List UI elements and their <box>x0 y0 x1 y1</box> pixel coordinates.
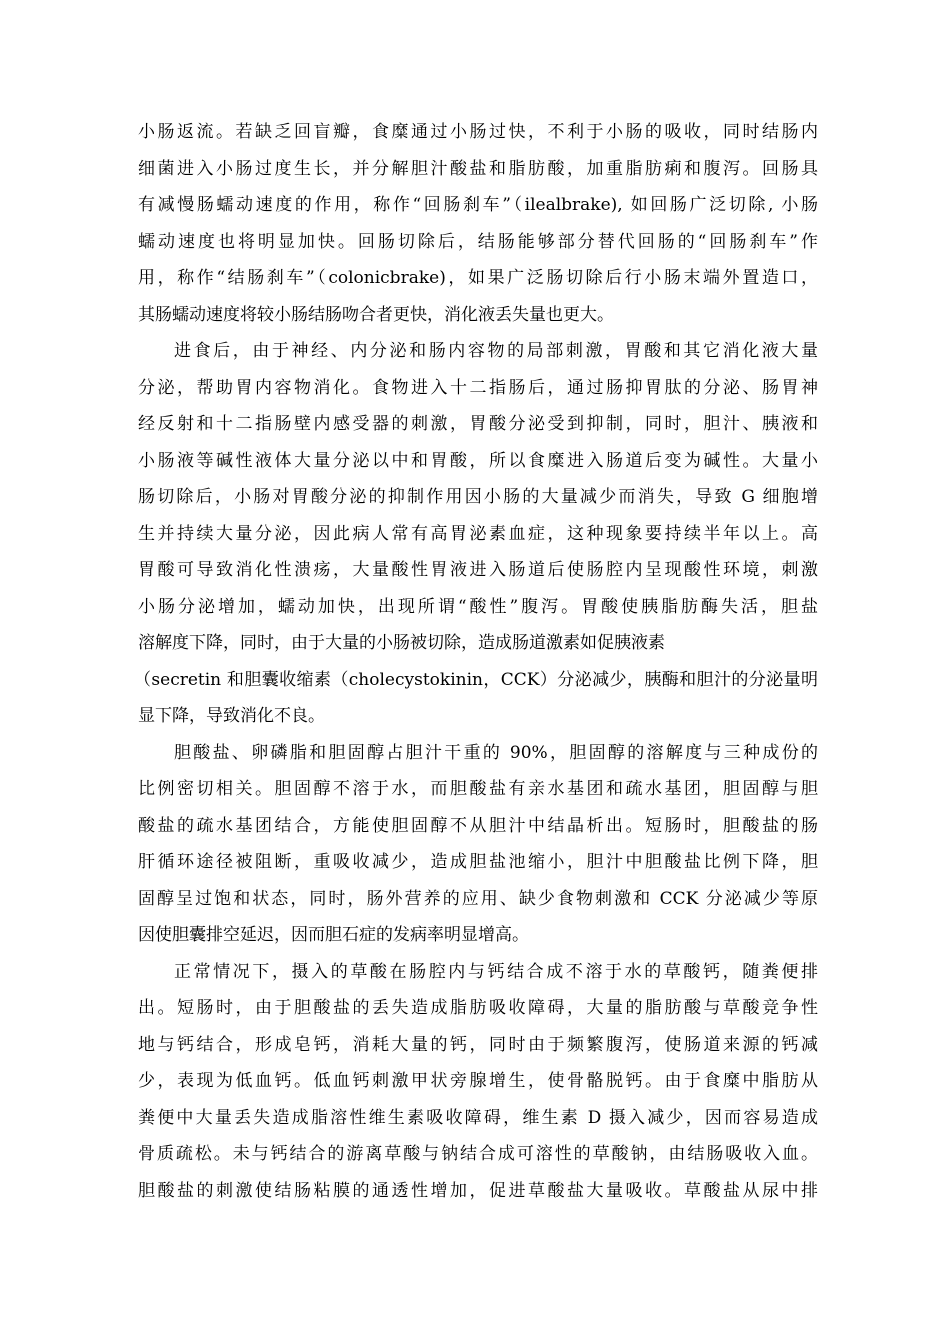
text-line: 溶解度下降，同时，由于大量的小肠被切除，造成肠道激素如促胰液素 <box>138 633 665 653</box>
text-line: 其肠蠕动速度将较小肠结肠吻合者更快，消化液丢失量也更大。 <box>138 304 614 325</box>
text-line: 因使胆囊排空延迟，因而胆石症的发病率明显增高。 <box>138 925 529 945</box>
text-line: （secretin 和胆囊收缩素（cholecystokinin，CCK）分泌减少，胰酶和胆汁的分泌量明 <box>134 669 818 690</box>
text-line: 经反射和十二指肠壁内感受器的刺激，胃酸分泌受到抑制，同时，胆汁、胰液和 <box>138 414 818 434</box>
text-line: 小肠分泌增加，蠕动加快，出现所谓“酸性”腹泻。胃酸使胰脂肪酶失活，胆盐 <box>138 596 818 617</box>
text-line: 用，称作“结肠刹车”（colonicbrake)，如果广泛肠切除后行小肠末端外置造口， <box>138 268 818 288</box>
paragraph-4 <box>138 954 818 1210</box>
text-line: 小肠返流。若缺乏回盲瓣，食糜通过小肠过快，不利于小肠的吸收，同时结肠内 <box>138 122 818 142</box>
paragraph-1 <box>138 114 818 333</box>
text-line: 胆酸盐的刺激使结肠粘膜的通透性增加，促进草酸盐大量吸收。草酸盐从尿中排 <box>138 1180 818 1201</box>
text-line: 固醇呈过饱和状态，同时，肠外营养的应用、缺少食物刺激和 CCK 分泌减少等原 <box>138 888 818 909</box>
text-line: 有减慢肠蠕动速度的作用，称作“回肠刹车”（ilealbrake), 如回肠广泛切除, 小肠 <box>138 195 818 215</box>
text-line: 肠切除后，小肠对胃酸分泌的抑制作用因小肠的大量减少而消失，导致 G 细胞增 <box>138 487 818 507</box>
text-line: 胃酸可导致消化性溃疡，大量酸性胃液进入肠道后使肠腔内呈现酸性环境，刺激 <box>138 560 818 580</box>
text-line: 进食后，由于神经、内分泌和肠内容物的局部刺激，胃酸和其它消化液大量 <box>174 341 818 361</box>
text-line: 粪便中大量丢失造成脂溶性维生素吸收障碍，维生素 D 摄入减少，因而容易造成 <box>138 1107 818 1128</box>
text-line: 蠕动速度也将明显加快。回肠切除后，结肠能够部分替代回肠的“回肠刹车”作 <box>138 231 818 252</box>
text-line: 胆酸盐、卵磷脂和胆固醇占胆汁干重的 90%，胆固醇的溶解度与三种成份的 <box>174 742 818 763</box>
text-line: 出。短肠时，由于胆酸盐的丢失造成脂肪吸收障碍，大量的脂肪酸与草酸竞争性 <box>138 998 818 1018</box>
text-line: 分泌，帮助胃内容物消化。食物进入十二指肠后，通过肠抑胃肽的分泌、肠胃神 <box>138 377 818 398</box>
paragraph-3 <box>138 735 818 954</box>
paragraph-2 <box>134 333 818 735</box>
text-line: 生并持续大量分泌，因此病人常有高胃泌素血症，这种现象要持续半年以上。高 <box>138 523 818 544</box>
document-body <box>134 114 818 1209</box>
text-line: 酸盐的疏水基团结合，方能使胆固醇不从胆汁中结晶析出。短肠时，胆酸盐的肠 <box>138 815 818 836</box>
text-line: 显下降，导致消化不良。 <box>138 706 325 726</box>
text-line: 正常情况下，摄入的草酸在肠腔内与钙结合成不溶于水的草酸钙，随粪便排 <box>174 961 818 982</box>
text-line: 地与钙结合，形成皂钙，消耗大量的钙，同时由于频繁腹泻，使肠道来源的钙减 <box>138 1034 818 1055</box>
text-line: 比例密切相关。胆固醇不溶于水，而胆酸盐有亲水基团和疏水基团，胆固醇与胆 <box>138 779 818 799</box>
text-line: 肝循环途径被阻断，重吸收减少，造成胆盐池缩小，胆汁中胆酸盐比例下降，胆 <box>138 852 818 872</box>
text-line: 少，表现为低血钙。低血钙刺激甲状旁腺增生，使骨骼脱钙。由于食糜中脂肪从 <box>138 1071 818 1091</box>
text-line: 细菌进入小肠过度生长，并分解胆汁酸盐和脂肪酸，加重脂肪痢和腹泻。回肠具 <box>138 158 818 179</box>
text-line: 骨质疏松。未与钙结合的游离草酸与钠结合成可溶性的草酸钠，由结肠吸收入血。 <box>138 1144 818 1164</box>
text-line: 小肠液等碱性液体大量分泌以中和胃酸，所以食糜进入肠道后变为碱性。大量小 <box>138 450 818 471</box>
